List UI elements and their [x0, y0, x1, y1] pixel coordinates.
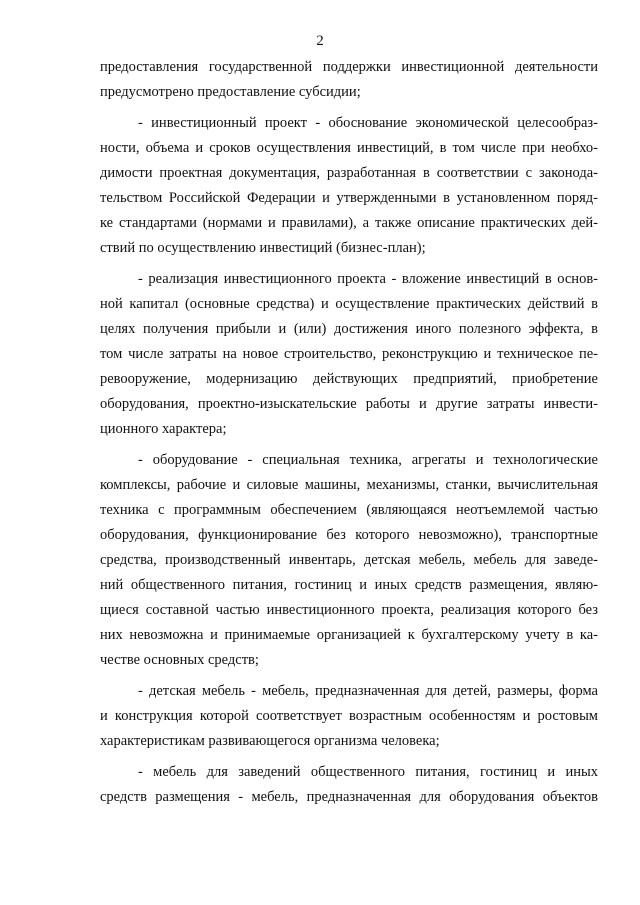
paragraph-equipment — [100, 448, 598, 673]
text-line: техника с программным обеспечением (являющаяся неотъемлемой частью — [100, 502, 598, 518]
text-line: ний общественного питания, гостиниц и иных средств размещения, являю- — [100, 577, 598, 593]
text-line: ревооружение, модернизацию действующих предприятий, приобретение — [100, 371, 598, 387]
text-line: - реализация инвестиционного проекта - вложение инвестиций в основ- — [138, 271, 598, 287]
paragraph-investment-project — [100, 111, 598, 261]
text-line: средства, производственный инвентарь, детская мебель, мебель для заведе- — [100, 552, 598, 568]
text-line: характеристикам развивающегося организма человека; — [100, 733, 440, 749]
text-line: них невозможна и принимаемые организацией к бухгалтерскому учету в ка- — [100, 627, 598, 643]
text-line: - мебель для заведений общественного питания, гостиниц и иных — [138, 764, 598, 780]
text-line: ционного характера; — [100, 421, 227, 437]
text-line: предоставления государственной поддержки инвестиционной деятельности — [100, 59, 598, 75]
text-line: том числе затраты на новое строительство, реконструкцию и техническое пе- — [100, 346, 598, 362]
text-line: - детская мебель - мебель, предназначенная для детей, размеры, форма — [138, 683, 598, 699]
text-line: предусмотрено предоставление субсидии; — [100, 84, 361, 100]
page-number: 2 — [316, 33, 324, 49]
text-line: ности, объема и сроков осуществления инвестиций, в том числе при необхо- — [100, 140, 598, 156]
text-line: оборудования, функционирование без которого невозможно), транспортные — [100, 527, 598, 543]
text-line: димости проектная документация, разработанная в соответствии с законода- — [100, 165, 598, 181]
text-line: комплексы, рабочие и силовые машины, механизмы, станки, вычислительная — [100, 477, 598, 493]
paragraph-catering-furniture — [100, 760, 598, 810]
text-line: ной капитал (основные средства) и осуществление практических действий в — [100, 296, 598, 312]
text-line: целях получения прибыли и (или) достижения иного полезного эффекта, в — [100, 321, 598, 337]
text-line: щиеся составной частью инвестиционного проекта, реализация которого без — [100, 602, 598, 618]
text-line: честве основных средств; — [100, 652, 259, 668]
text-line: - оборудование - специальная техника, агрегаты и технологические — [138, 452, 598, 468]
text-line: ке стандартами (нормами и правилами), а также описание практических дей- — [100, 215, 598, 231]
text-line: - инвестиционный проект - обоснование экономической целесообраз- — [138, 115, 598, 131]
paragraph-project-implementation — [100, 267, 598, 442]
text-line: ствий по осуществлению инвестиций (бизнес-план); — [100, 240, 426, 256]
paragraph-childrens-furniture — [100, 679, 598, 754]
text-line: тельством Российской Федерации и утвержденными в установленном поряд- — [100, 190, 598, 206]
paragraph-subsidy-continuation — [100, 55, 598, 105]
text-line: средств размещения - мебель, предназначенная для оборудования объектов — [100, 789, 598, 805]
text-line: и конструкция которой соответствует возрастным особенностям и ростовым — [100, 708, 598, 724]
document-body — [100, 55, 598, 810]
text-line: оборудования, проектно-изыскательские работы и другие затраты инвести- — [100, 396, 598, 412]
